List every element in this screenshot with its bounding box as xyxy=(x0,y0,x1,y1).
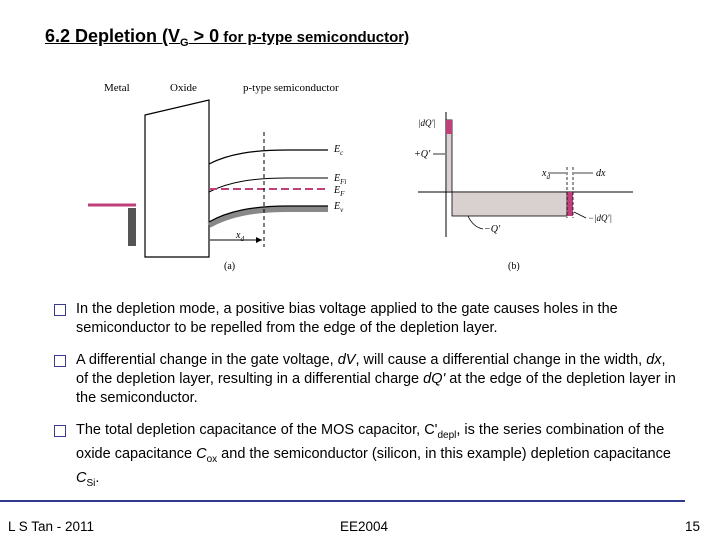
plus-q-label: +Q' xyxy=(414,149,431,160)
depl-subscript: depl xyxy=(437,429,457,441)
negative-depletion-charge xyxy=(452,192,567,216)
title-subscript: G xyxy=(180,37,189,49)
bullet-depletion-mode xyxy=(48,300,678,338)
footer-divider xyxy=(0,500,685,502)
xd-arrowhead-a xyxy=(256,237,262,243)
charge-distribution xyxy=(414,112,633,272)
bullet-text-3b: , is the series combination of the oxide capacitance xyxy=(76,422,665,462)
oxide-barrier xyxy=(145,100,209,257)
xd-label-a: $x_d$ xyxy=(236,230,244,243)
bullet-text-3a: The total depletion capacitance of the MOS capacitor, C' xyxy=(76,422,438,438)
metal-block xyxy=(128,208,136,246)
semiconductor-label: p-type semiconductor xyxy=(243,82,339,94)
slide-title xyxy=(45,26,409,49)
bullet-text-3f: . xyxy=(95,469,100,486)
bullet-differential-change xyxy=(48,351,678,408)
checkbox-bullet-icon xyxy=(54,304,66,316)
checkbox-bullet-icon xyxy=(54,425,66,437)
bullet-list xyxy=(48,300,678,506)
footer-course: EE2004 xyxy=(340,519,389,534)
dx-term: dx xyxy=(646,352,662,368)
bullet-text-1: In the depletion mode, a positive bias voltage applied to the gate causes holes in the semiconductor to be repelled from the edge of the depletion layer. xyxy=(76,301,618,336)
bullet-total-capacitance xyxy=(48,421,678,493)
metal-label: Metal xyxy=(104,82,130,94)
cox-term: C xyxy=(196,445,207,462)
xd-label-b: $x_d$ xyxy=(542,168,550,181)
ef-label: $E_F$ xyxy=(334,185,345,198)
minus-dq-pointer xyxy=(574,212,586,218)
minus-q-pointer xyxy=(468,216,483,229)
ox-subscript: ox xyxy=(206,453,218,465)
band-diagram xyxy=(88,82,346,272)
bullet-text-2c: , of the depletion layer, resulting in a differential charge xyxy=(76,352,666,387)
dq-top-label: |dQ'| xyxy=(418,118,436,128)
slide-number: 15 xyxy=(685,519,701,534)
efi-label: $E_{Fi}$ xyxy=(334,173,347,186)
footer-author: L S Tan - 2011 xyxy=(8,519,95,534)
mos-depletion-figure xyxy=(88,72,648,277)
dq-term: dQ' xyxy=(423,371,446,387)
checkbox-bullet-icon xyxy=(54,355,66,367)
title-main: 6.2 Depletion (V xyxy=(45,26,181,46)
ec-band xyxy=(209,150,328,164)
dx-label: dx xyxy=(596,168,606,179)
positive-dq-sheet xyxy=(446,120,452,134)
csi-term: C xyxy=(76,469,87,486)
bullet-text-2d: at the edge of the depletion layer in the semiconductor. xyxy=(76,371,676,406)
caption-a: (a) xyxy=(224,261,236,272)
minus-dq-label: −|dQ'| xyxy=(588,213,612,223)
ec-label: $E_c$ xyxy=(334,144,344,157)
dv-term: dV xyxy=(337,352,356,368)
bullet-text-3d: and the semiconductor (silicon, in this example) depletion capacitance xyxy=(217,445,671,462)
si-subscript: Si xyxy=(86,477,96,489)
title-qualifier: for p-type semiconductor) xyxy=(219,29,410,46)
title-condition: > 0 xyxy=(188,26,220,46)
ev-band-shade xyxy=(209,209,328,225)
caption-b: (b) xyxy=(508,261,520,272)
ev-label: $E_v$ xyxy=(334,201,344,214)
bullet-text-2a: A differential change in the gate voltage, xyxy=(76,352,338,368)
minus-q-label: −Q' xyxy=(484,224,501,235)
negative-dq-strip xyxy=(567,192,573,216)
bullet-text-2b: , will cause a differential change in the width, xyxy=(355,352,647,368)
oxide-label: Oxide xyxy=(170,82,197,94)
